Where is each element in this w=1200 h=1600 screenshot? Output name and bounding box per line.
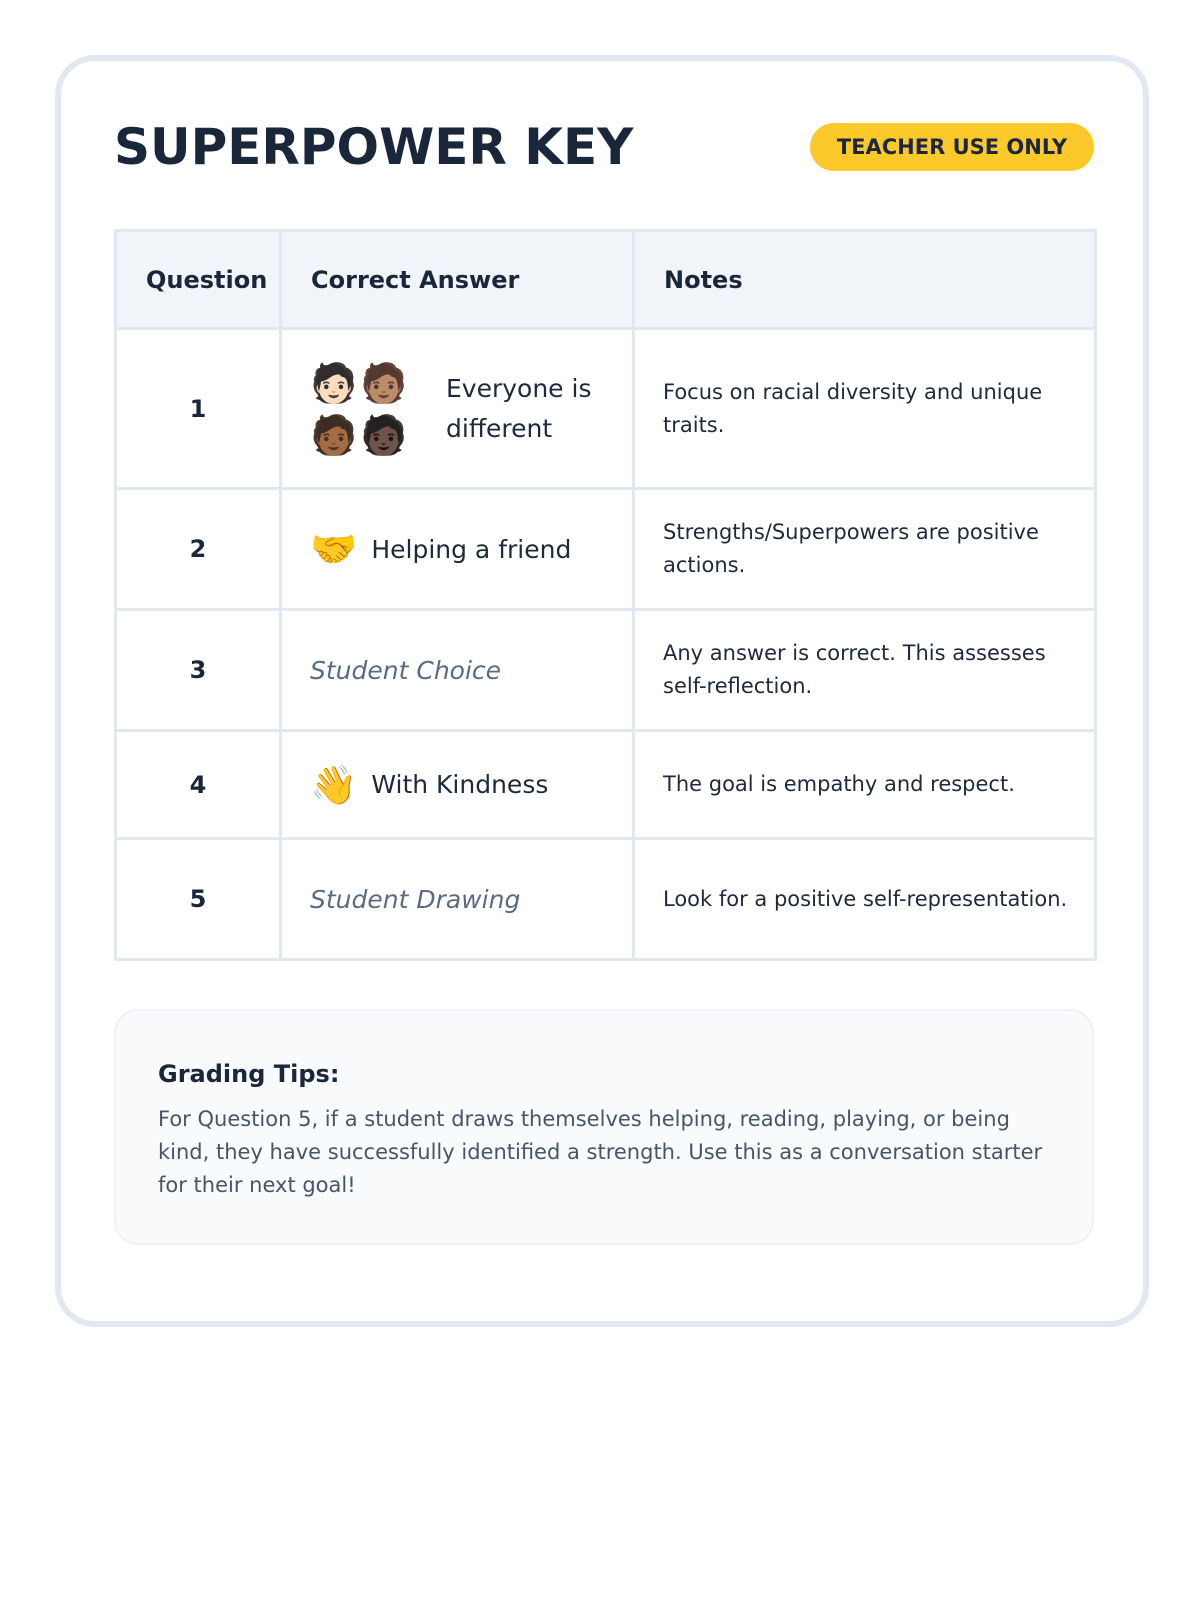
person-medium-skin-icon: 🧑🏽 [360,360,408,405]
answer-cell [281,489,634,610]
notes-cell: The goal is empathy and respect. [634,731,1096,839]
grading-tips-box [114,1009,1094,1245]
answer-cell [281,610,634,731]
table-row [116,329,1096,489]
notes-cell: Look for a positive self-representation. [634,839,1096,960]
notes-cell: Any answer is correct. This assesses self-reflection. [634,610,1096,731]
person-light-skin-icon: 🧑🏻 [310,360,358,405]
header [114,117,1094,177]
waving-hand-icon: 👋 [310,762,358,807]
question-number: 2 [116,489,281,610]
answer-text: Student Choice [310,655,502,685]
handshake-icon: 🤝 [310,527,358,571]
column-header-question: Question [116,231,281,329]
person-medium-dark-skin-icon: 🧑🏾 [310,412,358,457]
answer-text: Student Drawing [310,884,521,914]
person-dark-skin-icon: 🧑🏿 [360,412,408,457]
table-header-row [116,231,1096,329]
answer-cell [281,329,634,489]
answer-text: Helping a friend [371,534,572,564]
answer-key-card [55,55,1149,1327]
answer-text: Everyone is different [446,373,592,443]
grading-tips-body: For Question 5, if a student draws themselves helping, reading, playing, or being kind, they have successfully identified a strength. Use this as a conversation starter for their next goal! [158,1107,1043,1197]
diverse-people-icons [310,357,406,461]
grading-tips-title: Grading Tips: [158,1060,340,1088]
question-number: 4 [116,731,281,839]
notes-cell: Strengths/Superpowers are positive actions. [634,489,1096,610]
table-row [116,489,1096,610]
question-number: 5 [116,839,281,960]
question-number: 3 [116,610,281,731]
answer-key-table [114,229,1097,961]
question-number: 1 [116,329,281,489]
answer-cell [281,731,634,839]
table-row [116,610,1096,731]
column-header-notes: Notes [634,231,1096,329]
teacher-use-badge: TEACHER USE ONLY [810,123,1094,171]
table-row [116,839,1096,960]
answer-text: With Kindness [371,770,549,799]
table-row [116,731,1096,839]
column-header-correct-answer: Correct Answer [281,231,634,329]
notes-cell: Focus on racial diversity and unique traits. [634,329,1096,489]
page-title: SUPERPOWER KEY [114,118,634,176]
answer-cell [281,839,634,960]
